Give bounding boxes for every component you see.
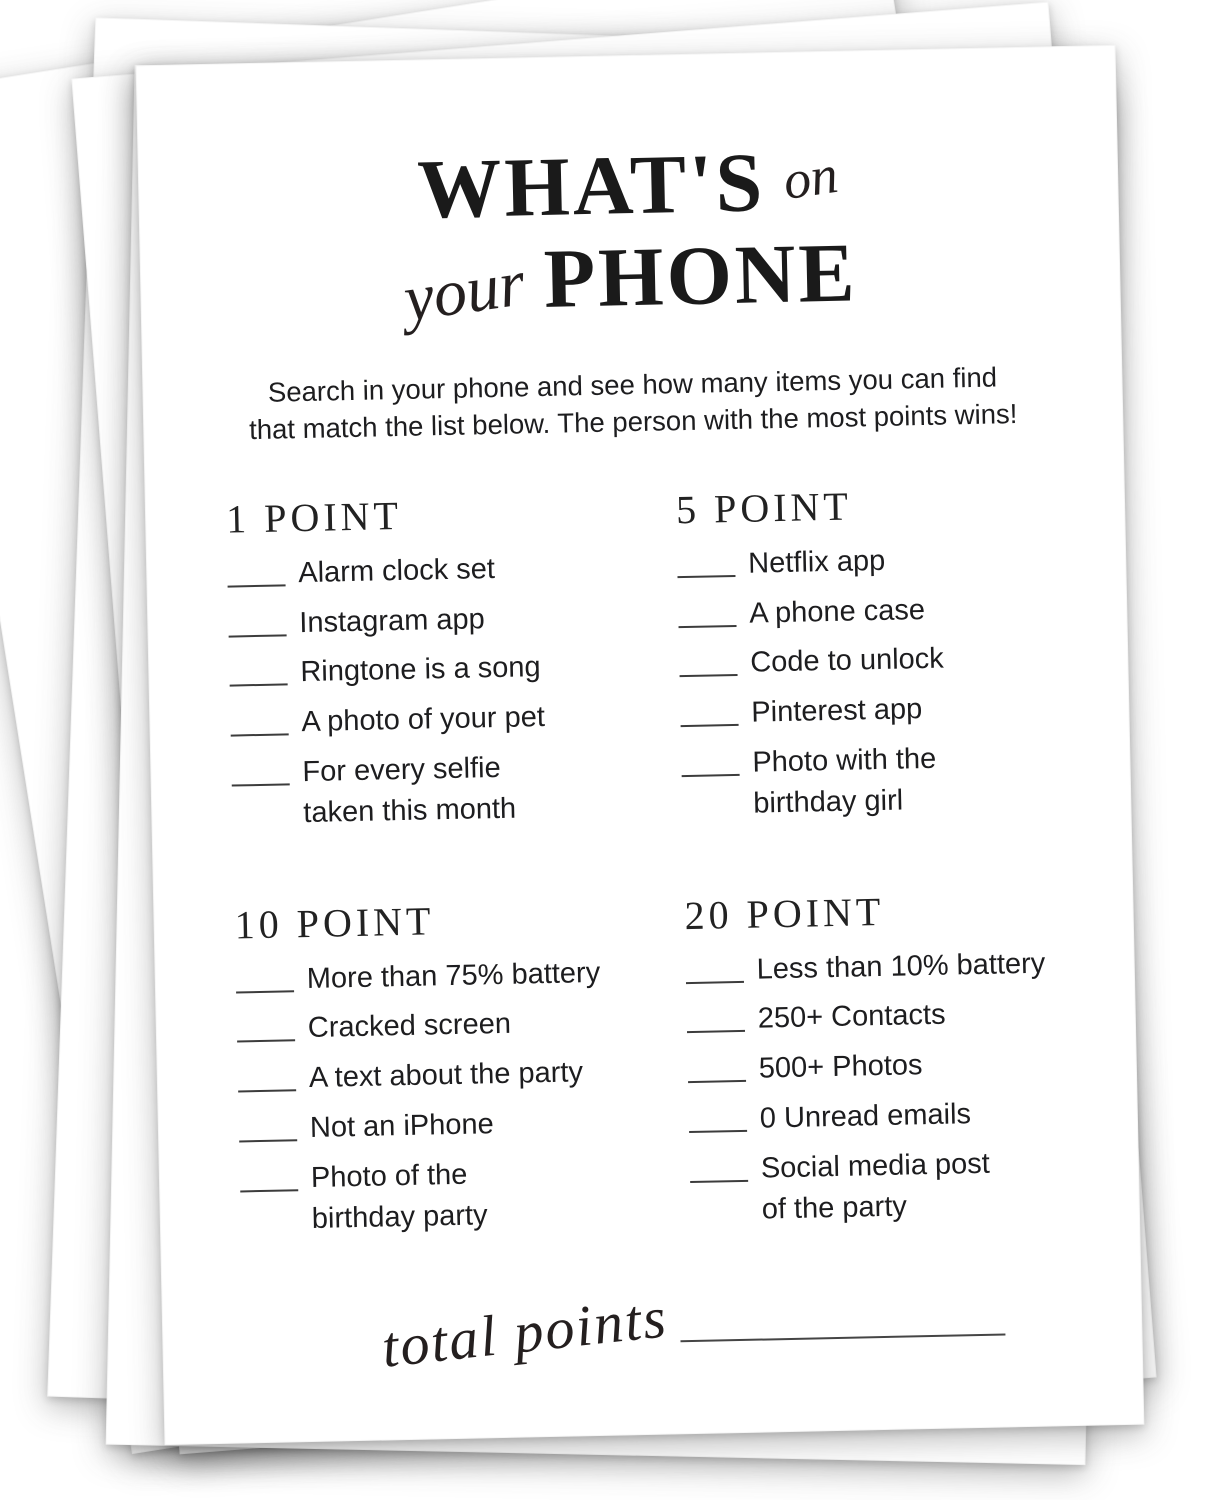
list-item [689,1094,1140,1138]
item-label: Cracked screen [307,1008,512,1045]
game-card [136,45,1145,1445]
item-label-continuation: birthday party [311,1198,488,1235]
answer-blank-line [230,684,288,687]
list-item [235,954,686,998]
answer-blank-line [689,1130,747,1133]
list-item [690,1143,1141,1228]
answer-blank-line [237,1040,295,1043]
list-item [237,1003,688,1047]
answer-blank-line [690,1180,748,1183]
item-label: Social media post [760,1147,991,1185]
item-label: A photo of your pet [301,701,546,739]
item-label: Instagram app [299,602,486,639]
title-line-2 [140,226,1120,336]
answer-blank-line [680,674,738,677]
answer-blank-line [688,1080,746,1083]
item-label: Netflix app [747,544,886,580]
title-word-phone: PHONE [542,226,859,326]
answer-blank-line [679,625,737,628]
list-item [678,588,1129,632]
list-item [686,994,1137,1038]
list-item [228,598,679,642]
section-5-point [676,481,1133,838]
section-heading: 1 POINT [225,492,403,542]
section-heading: 20 POINT [684,888,885,938]
point-sections [146,481,1140,1255]
item-label: Pinterest app [751,693,923,729]
answer-blank-line [682,774,740,777]
answer-blank-line [681,724,739,727]
item-label-continuation: of the party [761,1190,908,1226]
section-heading: 10 POINT [234,897,435,948]
item-label: For every selfie [302,751,502,789]
section-20-point [684,886,1141,1243]
answer-blank-line [686,980,744,983]
answer-blank-line [687,1030,745,1033]
answer-blank-line [677,575,735,578]
answer-blank-line [239,1139,297,1142]
section-10-point [234,896,691,1253]
item-label: 0 Unread emails [759,1098,972,1135]
answer-blank-line [229,634,287,637]
item-label: Code to unlock [749,642,945,680]
item-label-continuation: birthday girl [752,784,904,820]
list-item [680,688,1131,732]
title-line-1 [139,134,1119,238]
list-item [227,548,678,592]
list-item [681,738,1132,823]
item-label: Photo of the [310,1158,468,1194]
total-points-row [163,1284,1142,1381]
item-label: 500+ Photos [758,1049,923,1085]
list-item [677,539,1128,583]
instructions-line-2: that match the list below. The person with the most points wins! [248,398,1018,446]
answer-blank-line [228,584,286,587]
item-label: Ringtone is a song [300,651,541,689]
instructions-line-1: Search in your phone and see how many items you can find [267,361,998,408]
section-1-point [226,490,683,847]
list-item [229,648,680,692]
list-item [238,1053,689,1097]
answer-blank-line [240,1189,298,1192]
card-title [139,134,1120,336]
item-label: Alarm clock set [297,552,496,589]
list-item [679,638,1130,682]
answer-blank-line [238,1089,296,1092]
item-label: Less than 10% battery [756,947,1046,986]
total-points-label: total points [378,1284,671,1381]
list-item [685,944,1136,988]
item-label-continuation: taken this month [303,792,517,829]
item-label: Photo with the [752,742,937,779]
title-word-whats: WHAT'S [416,136,767,237]
item-label: Not an iPhone [309,1108,495,1144]
item-label: 250+ Contacts [757,999,946,1035]
list-item [231,747,682,832]
answer-blank-line [231,734,289,737]
title-word-on: on [779,143,842,211]
instructions [143,356,1122,451]
section-heading: 5 POINT [675,483,853,532]
total-points-blank-line [680,1334,1005,1343]
item-label: A text about the party [308,1056,584,1095]
item-label: A phone case [748,593,926,630]
item-label: More than 75% battery [306,956,601,995]
title-word-your: your [398,246,530,336]
list-item [687,1044,1138,1088]
answer-blank-line [232,783,290,786]
list-item [230,697,681,741]
list-item [240,1153,691,1238]
answer-blank-line [236,990,294,993]
list-item [239,1103,690,1147]
